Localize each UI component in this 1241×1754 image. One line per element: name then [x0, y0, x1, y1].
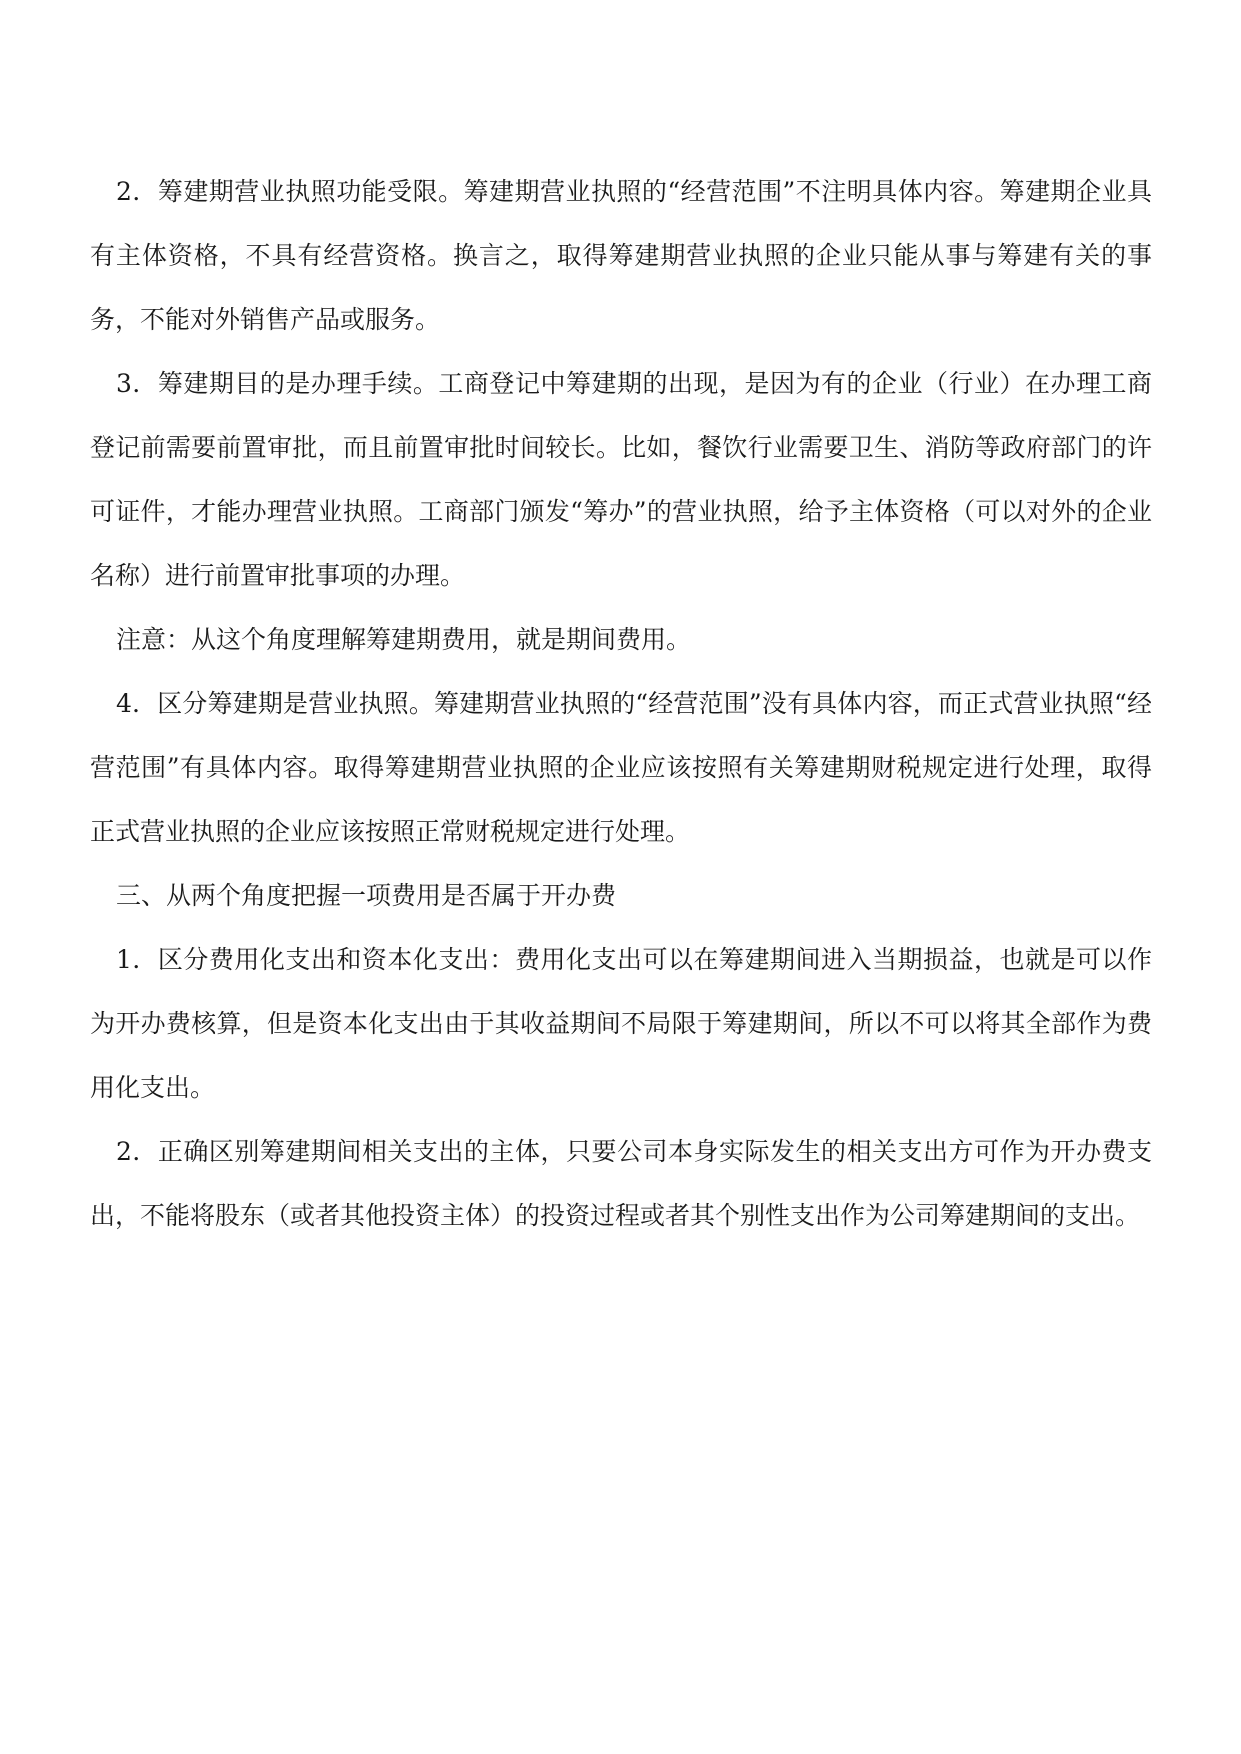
paragraph-distinguish-license: 4．区分筹建期是营业执照。筹建期营业执照的“经营范围”没有具体内容，而正式营业执照“经营范围”有具体内容。取得筹建期营业执照的企业应该按照有关筹建期财税规定进行处理，取得正式营业执照的企业应该按照正常财税规定进行处理。 [90, 689, 1152, 846]
document-body [90, 160, 1152, 1248]
paragraph-expense-subject: 2．正确区别筹建期间相关支出的主体，只要公司本身实际发生的相关支出方可作为开办费支出，不能将股东（或者其他投资主体）的投资过程或者其个别性支出作为公司筹建期间的支出。 [90, 1137, 1152, 1230]
paragraph-procedures: 3．筹建期目的是办理手续。工商登记中筹建期的出现，是因为有的企业（行业）在办理工商登记前需要前置审批，而且前置审批时间较长。比如，餐饮行业需要卫生、消防等政府部门的许可证件，才能办理营业执照。工商部门颁发“筹办”的营业执照，给予主体资格（可以对外的企业名称）进行前置审批事项的办理。 [90, 369, 1152, 590]
paragraph-expense-vs-capital: 1．区分费用化支出和资本化支出：费用化支出可以在筹建期间进入当期损益，也就是可以作为开办费核算，但是资本化支出由于其收益期间不局限于筹建期间，所以不可以将其全部作为费用化支出。 [90, 945, 1152, 1102]
paragraph-note: 注意：从这个角度理解筹建期费用，就是期间费用。 [116, 625, 692, 654]
section-heading: 三、从两个角度把握一项费用是否属于开办费 [116, 881, 617, 910]
paragraph-license-limits: 2．筹建期营业执照功能受限。筹建期营业执照的“经营范围”不注明具体内容。筹建期企业具有主体资格，不具有经营资格。换言之，取得筹建期营业执照的企业只能从事与筹建有关的事务，不能对外销售产品或服务。 [90, 177, 1152, 334]
